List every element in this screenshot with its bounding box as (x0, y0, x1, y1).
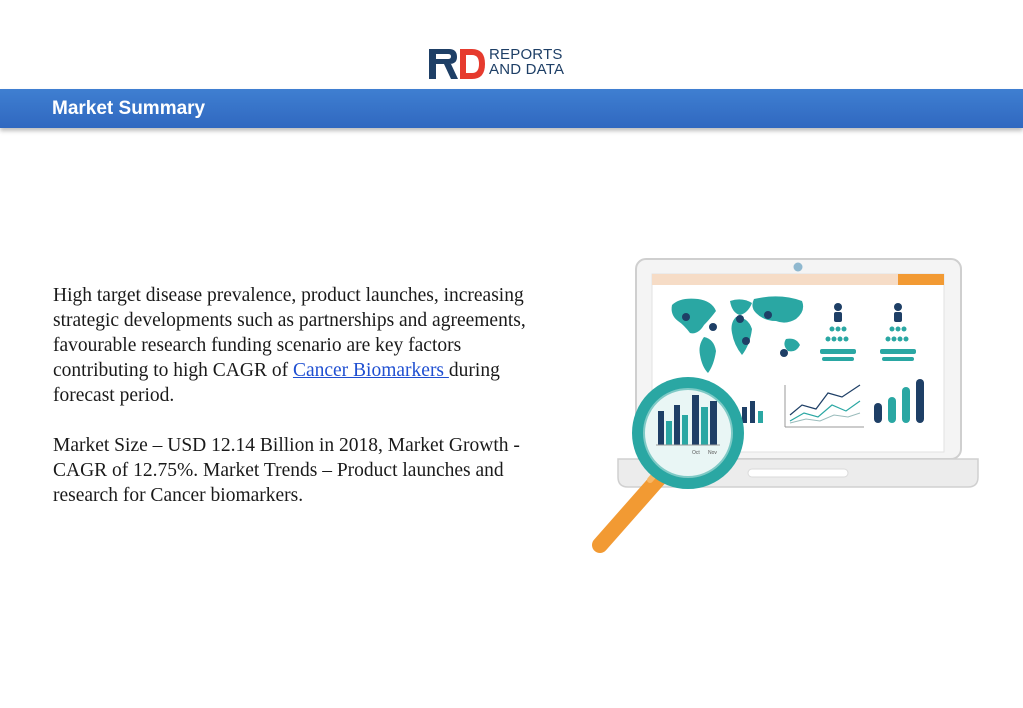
summary-paragraph-1 (53, 283, 533, 408)
summary-paragraph-2: Market Size – USD 12.14 Billion in 2018, Market Growth - CAGR of 12.75%. Market Trends – Product launches and research for Cancer biomarkers. (53, 435, 520, 506)
logo-line-and-data: AND DATA (489, 61, 565, 78)
section-header-bar (0, 89, 1023, 128)
cancer-biomarkers-link[interactable]: Cancer Biomarkers (292, 360, 449, 381)
chart-label-nov: Nov (708, 450, 717, 456)
laptop-analytics-illustration (580, 255, 980, 560)
logo-line-reports: REPORTS (489, 46, 563, 63)
reports-and-data-logo (429, 46, 579, 82)
page-title: Market Summary (52, 98, 206, 119)
summary-p1-text: High target disease prevalence, product launches, increasing strategic developments such as partnerships and agreements, favourable research funding scenario are key factors contributing to high CAGR of (53, 285, 526, 381)
logo-wordmark (489, 47, 564, 77)
rd-logo-mark-icon (429, 49, 487, 79)
summary-p1-tail: during forecast period. (53, 360, 500, 406)
chart-label-oct: Oct (692, 450, 700, 456)
market-summary-text (53, 283, 533, 533)
